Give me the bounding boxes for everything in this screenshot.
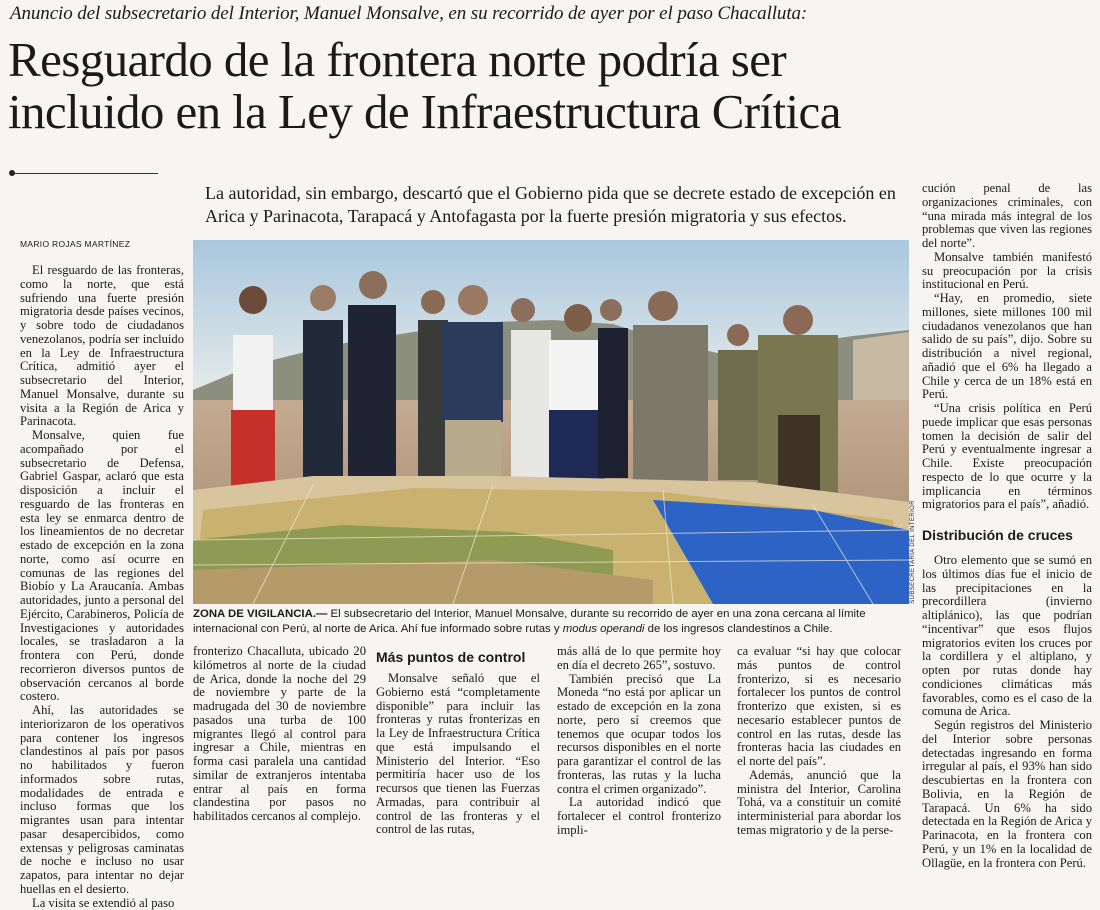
paragraph: ca evaluar “si hay que colocar más puntos de control fronterizo, si es necesario fortalecer los puntos de control fronterizo que existen, si es necesario establecer puntos de control en las rutas, desde las fronteras hacia las ciudades en el norte del país”.: [737, 645, 901, 769]
article-column-2: [193, 645, 366, 835]
caption-text: El subsecretario del Interior, Manuel Monsalve, durante su recorrido de ayer en una zona cercana al límite internacional con Perú, al norte de Arica. Ahí fue informado sobre rutas y: [193, 608, 866, 635]
subhead-control-points: Más puntos de control: [376, 648, 540, 666]
paragraph: Otro elemento que se sumó en los últimos días fue el inicio de las precipitaciones en la precordillera (invierno altiplánico), las que podrían “incentivar” que esos flujos migratorios eviten los cruces por la cordillera y el altiplano, y opten por rutas donde hay condiciones climáticas más favorables, como es el caso de la comuna de Arica.: [922, 554, 1092, 719]
photo-credit: SUBSECRETARÍA DEL INTERIOR: [910, 500, 920, 604]
headline-rule-dot: [9, 170, 15, 176]
paragraph: “Hay, en promedio, siete millones, siete millones 100 mil ciudadanos venezolanos que han salido de su país”, dijo. Sobre su distribución a nivel regional, añadió que el 6% ha llegado a Chile y cerca de un 18% está en Perú.: [922, 292, 1092, 402]
headline-line-1: Resguardo de la frontera norte podría ser: [8, 34, 1093, 86]
paragraph: Monsalve también manifestó su preocupación por la crisis institucional en Perú.: [922, 251, 1092, 292]
paragraph: cución penal de las organizaciones criminales, con “una mirada más integral de los problemas que viven las regiones del norte”.: [922, 182, 1092, 251]
headline: [8, 34, 1093, 138]
paragraph: Monsalve, quien fue acompañado por el subsecretario de Defensa, Gabriel Gaspar, aclaró que esta disposición a incluir el resguardo de las fronteras en esta ley se enmarca dentro de los lineamientos de no decretar estado de excepción en la zona norte, como así ocurre en comunas de las regiones del Biobío y La Araucanía. Ambas autoridades, junto a personal del Ejército, Carabineros, Policía de Investigaciones y autoridades locales, se trasladaron a la frontera con Perú, donde recorrieron diversos puntos de observación cercanos al borde costero.: [20, 429, 184, 704]
byline: MARIO ROJAS MARTÍNEZ: [20, 239, 130, 249]
article-column-5: [737, 645, 901, 835]
article-column-4: [557, 645, 721, 835]
paragraph: Ahí, las autoridades se interiorizaron de los operativos para contener los ingresos clandestinos al país por pasos no habilitados y fueron informados sobre rutas, modalidades de entrada e incluso formas que los migrantes usan para intentar pasar desapercibidos, como extensas y peligrosas caminatas de noche e incluso no usar zapatos, para intentar no dejar huellas en el desierto.: [20, 704, 184, 897]
paragraph: fronterizo Chacalluta, ubicado 20 kilómetros al norte de la ciudad de Arica, donde la noche del 29 de noviembre y parte de la madrugada del 30 de noviembre pasados una turba de 100 migrantes llegó al control para ingresar a Chile, mientras en forma casi paralela una cantidad similar de extranjeros intentaba entrar al país en forma clandestina por pasos no habilitados cercanos al complejo.: [193, 645, 366, 824]
photo-illustration: [193, 240, 909, 604]
paragraph: más allá de lo que permite hoy en día el decreto 265”, sostuvo.: [557, 645, 721, 673]
paragraph: Monsalve señaló que el Gobierno está “completamente disponible” para incluir las fronteras y rutas fronterizas en la Ley de Infraestructura Crítica que está impulsando el Ministerio del Interior. “Eso permitiría hacer uso de los recursos que tienen las Fuerzas Armadas, para contribuir al control de las fronteras y el control de las rutas,: [376, 672, 540, 837]
headline-line-2: incluido en la Ley de Infraestructura Crítica: [8, 86, 1093, 138]
article-column-1: [20, 264, 184, 834]
news-photo: [193, 240, 909, 604]
paragraph: La autoridad indicó que fortalecer el control fronterizo impli-: [557, 796, 721, 837]
subhead-crossing-distribution: Distribución de cruces: [922, 526, 1092, 544]
paragraph: Según registros del Ministerio del Interior sobre personas detectadas ingresando en forma irregular al país, el 93% han sido descubiertas en la frontera con Bolivia, en la Región de Tarapacá. Un 6% ha sido detectada en la Región de Arica y Parinacota, en la frontera con Perú, y un 1% en la localidad de Ollagüe, en la frontera con Perú.: [922, 719, 1092, 870]
caption-italic: modus operandi: [563, 623, 645, 635]
article-column-6: [922, 182, 1092, 834]
photo-caption: [193, 607, 909, 637]
paragraph: Además, anunció que la ministra del Interior, Carolina Tohá, va a constituir un comité interministerial para abordar los temas migratorio y de la perse-: [737, 769, 901, 838]
article-column-3: [376, 648, 540, 835]
caption-text-end: de los ingresos clandestinos a Chile.: [644, 623, 832, 635]
deck-summary: La autoridad, sin embargo, descartó que el Gobierno pida que se decrete estado de excepción en Arica y Parinacota, Tarapacá y Antofagasta por la fuerte presión migratoria y sus efectos.: [205, 182, 905, 228]
paragraph: “Una crisis política en Perú puede implicar que esas personas tomen la decisión de salir del Perú y eventualmente ingresar a Chile. Existe preocupación respecto de lo que ocurre y la implicancia en términos migratorios para el país”, añadió.: [922, 402, 1092, 512]
kicker: Anuncio del subsecretario del Interior, Manuel Monsalve, en su recorrido de ayer por el paso Chacalluta:: [10, 2, 1090, 26]
caption-label: ZONA DE VIGILANCIA.—: [193, 608, 327, 620]
headline-rule: [10, 173, 158, 174]
paragraph: El resguardo de las fronteras, como la norte, que está sufriendo una fuerte presión migratoria desde países vecinos, y sobre todo de ciudadanos venezolanos, podría ser incluido en la Ley de Infraestructura Crítica, admitió ayer el subsecretario del Interior, Manuel Monsalve, durante su visita a la Región de Arica y Parinacota.: [20, 264, 184, 429]
paragraph: La visita se extendió al paso: [20, 897, 184, 910]
paragraph: También precisó que La Moneda “no está por aplicar un estado de excepción en la zona norte, pero sí creemos que tenemos que ocupar todos los recursos disponibles en el norte para garantizar el control de las fronteras, las rutas y la lucha contra el crimen organizado”.: [557, 673, 721, 797]
